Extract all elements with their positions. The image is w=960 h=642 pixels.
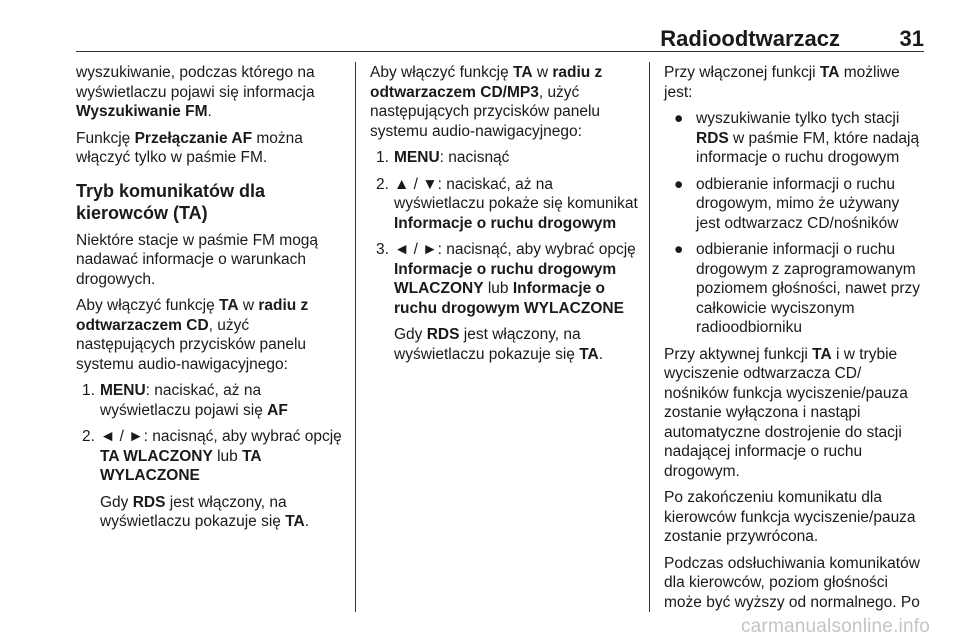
page-header (76, 26, 924, 52)
paragraph: Aby włączyć funkcję TA w radiu z odtwarzaczem CD, użyć następujących przycisków panelu systemu audio-nawigacyjnego: (76, 297, 309, 373)
list-item: 3. ◄ / ►: nacisnąć, aby wybrać opcję Informacje o ruchu drogowym WLACZONY lub Informacje o ruchu drogowym WYLACZONE Gdy RDS jest włączony, na wyświetlaczu pokazuje się TA. (370, 240, 638, 364)
bullet-icon: ● (674, 110, 684, 127)
list-item: 2. ▲ / ▼: naciskać, aż na wyświetlaczu pokaże się komunikat Informacje o ruchu drogowym (376, 175, 638, 232)
column-3 (664, 63, 926, 619)
numbered-list (76, 381, 344, 532)
numbered-list (370, 148, 638, 364)
list-item: ● odbieranie informacji o ruchu drogowym z zaprogramowanym poziomem głośności, nawet przy całkowicie wyciszonym radioodbiorniku (674, 241, 920, 336)
column-2 (370, 63, 638, 371)
list-item: 1. MENU: naciskać, aż na wyświetlaczu pojawi się AF (82, 382, 288, 419)
paragraph: Podczas odsłuchiwania komunikatów dla kierowców, poziom głośności może być wyższy od normalnego. Po (664, 554, 920, 611)
header-divider (76, 51, 924, 52)
paragraph: Przy aktywnej funkcji TA i w trybie wyciszenie odtwarzacza CD/ nośników funkcja wyciszenie/pauza zostanie wyłączona i nastąpi automatyczne dostrojenie do stacji nadającej informacje o ruchu drogowym. (664, 345, 908, 480)
list-item: ● wyszukiwanie tylko tych stacji RDS w paśmie FM, które nadają informacje o ruchu drogowym (674, 110, 920, 166)
bullet-icon: ● (674, 241, 684, 258)
paragraph: Przy włączonej funkcji TA możliwe jest: (664, 64, 900, 101)
paragraph: Po zakończeniu komunikatu dla kierowców funkcja wyciszenie/pauza zostanie przywrócona. (664, 489, 916, 545)
paragraph: Niektóre stacje w paśmie FM mogą nadawać informacje o warunkach drogowych. (76, 231, 319, 288)
paragraph: Funkcję Przełączanie AF można włączyć tylko w paśmie FM. (76, 129, 303, 166)
watermark: carmanualsonline.info (740, 616, 930, 637)
section-heading: Tryb komunikatów dla kierowców (TA) (76, 180, 266, 223)
list-item-note: Gdy RDS jest włączony, na wyświetlaczu pokazuje się TA. (100, 493, 310, 530)
list-item: 2. ◄ / ►: nacisnąć, aby wybrać opcję TA WLACZONY lub TA WYLACZONE Gdy RDS jest włączony, na wyświetlaczu pokazuje się TA. (76, 427, 344, 532)
bullet-list (664, 109, 926, 338)
list-item-note: Gdy RDS jest włączony, na wyświetlaczu pokazuje się TA. (394, 326, 604, 363)
bullet-icon: ● (674, 175, 684, 193)
column-1 (76, 63, 344, 539)
page-number: 31 (899, 26, 924, 51)
list-item: ● odbieranie informacji o ruchu drogowym, mimo że używany jest odtwarzacz CD/nośników (674, 175, 900, 232)
list-item: 1. MENU: nacisnąć (376, 149, 510, 166)
paragraph: Aby włączyć funkcję TA w radiu z odtwarzaczem CD/MP3, użyć następujących przycisków panelu systemu audio-nawigacyjnego: (370, 64, 603, 140)
paragraph: wyszukiwanie, podczas którego na wyświetlaczu pojawi się informacja Wyszukiwanie FM. (76, 64, 315, 120)
header-title: Radioodtwarzacz (660, 26, 840, 51)
column-divider (649, 62, 650, 612)
column-divider (355, 62, 356, 612)
